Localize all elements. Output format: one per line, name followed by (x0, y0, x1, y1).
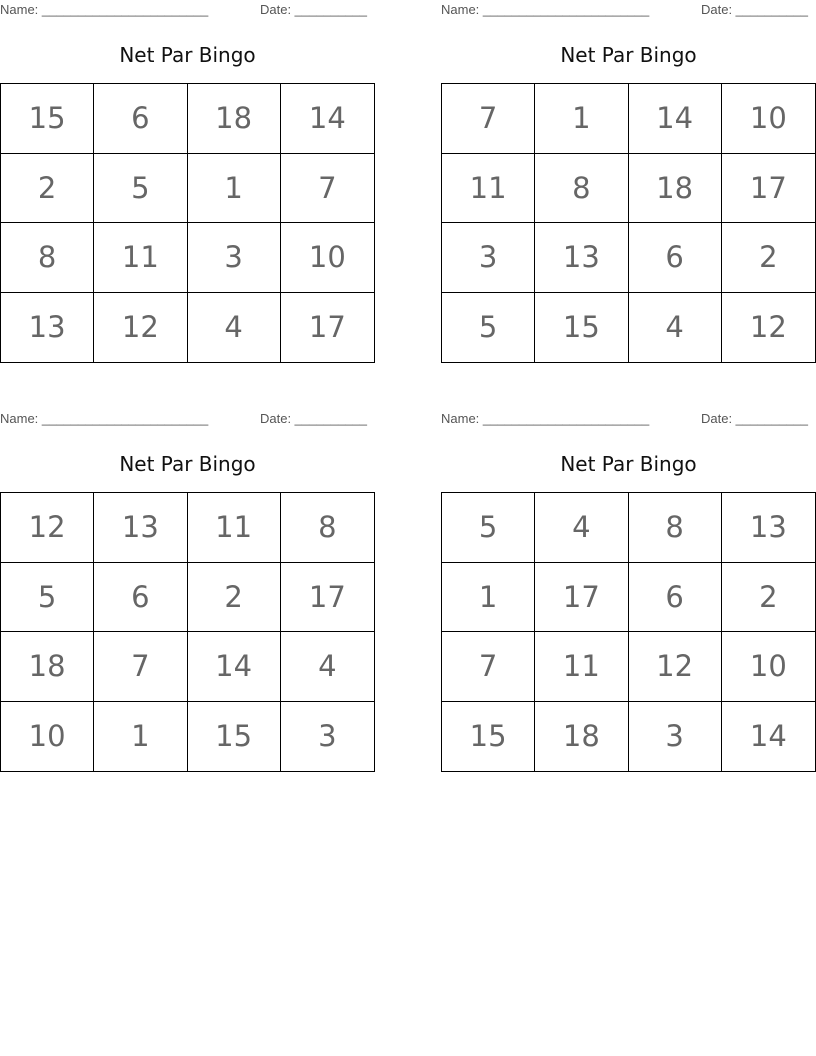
bingo-cell: 5 (442, 293, 535, 363)
bingo-cell: 6 (629, 223, 722, 293)
bingo-cell: 18 (629, 154, 722, 224)
card-title: Net Par Bingo (560, 43, 697, 67)
bingo-cell: 10 (722, 84, 815, 154)
bingo-cell: 3 (442, 223, 535, 293)
bingo-cell: 4 (629, 293, 722, 363)
card-title: Net Par Bingo (119, 452, 256, 476)
bingo-cell: 13 (94, 493, 187, 563)
bingo-cell: 1 (94, 702, 187, 772)
bingo-cell: 17 (308, 310, 346, 345)
card-header (441, 411, 816, 429)
bingo-grid (441, 492, 816, 772)
date-field: Date: __________ (701, 411, 808, 426)
bingo-cell: 7 (442, 84, 535, 154)
bingo-cell: 3 (629, 702, 722, 772)
card-header (0, 2, 375, 20)
bingo-cell: 3 (188, 223, 281, 293)
bingo-cell: 12 (749, 310, 787, 345)
bingo-cell: 7 (442, 632, 535, 702)
bingo-cell: 12 (94, 293, 187, 363)
bingo-cell: 8 (281, 493, 374, 563)
bingo-cell: 13 (1, 293, 94, 363)
card-header (441, 2, 816, 20)
name-field: Name: _______________________ (441, 411, 650, 426)
bingo-cell: 14 (749, 719, 787, 754)
bingo-cell: 4 (188, 293, 281, 363)
bingo-cell: 1 (442, 563, 535, 633)
name-field: Name: _______________________ (0, 411, 209, 426)
bingo-card (0, 409, 375, 774)
bingo-cell: 5 (1, 563, 94, 633)
date-field: Date: __________ (701, 2, 808, 17)
bingo-cell: 2 (1, 154, 94, 224)
bingo-cell: 8 (629, 493, 722, 563)
bingo-card (441, 409, 816, 774)
bingo-cell: 14 (281, 84, 374, 154)
bingo-cell: 6 (94, 84, 187, 154)
bingo-cell: 17 (281, 563, 374, 633)
bingo-cell: 2 (722, 563, 815, 633)
bingo-cell: 4 (535, 493, 628, 563)
bingo-cell: 10 (1, 702, 94, 772)
bingo-cell: 10 (722, 632, 815, 702)
bingo-cell: 11 (94, 223, 187, 293)
bingo-cell: 13 (722, 493, 815, 563)
bingo-card (0, 0, 375, 365)
bingo-cell: 4 (281, 632, 374, 702)
bingo-card (441, 0, 816, 365)
bingo-cell: 15 (188, 702, 281, 772)
bingo-grid (0, 492, 375, 772)
bingo-grid (0, 83, 375, 363)
bingo-cell: 13 (535, 223, 628, 293)
bingo-cell: 8 (1, 223, 94, 293)
card-title: Net Par Bingo (119, 43, 256, 67)
card-title: Net Par Bingo (560, 452, 697, 476)
bingo-cell: 2 (722, 223, 815, 293)
bingo-cell: 8 (535, 154, 628, 224)
bingo-cell: 14 (629, 84, 722, 154)
bingo-cell: 10 (281, 223, 374, 293)
bingo-cell: 7 (94, 632, 187, 702)
bingo-cell: 18 (188, 84, 281, 154)
name-field: Name: _______________________ (0, 2, 209, 17)
bingo-cell: 15 (442, 702, 535, 772)
bingo-cell: 17 (535, 563, 628, 633)
bingo-cell: 15 (535, 293, 628, 363)
bingo-cell: 5 (442, 493, 535, 563)
bingo-cell: 3 (318, 719, 337, 754)
bingo-cell: 12 (629, 632, 722, 702)
date-field: Date: __________ (260, 2, 367, 17)
bingo-cell: 6 (94, 563, 187, 633)
bingo-cell: 1 (535, 84, 628, 154)
bingo-cell: 5 (94, 154, 187, 224)
bingo-cell: 6 (629, 563, 722, 633)
bingo-cell: 17 (722, 154, 815, 224)
name-field: Name: _______________________ (441, 2, 650, 17)
card-header (0, 411, 375, 429)
bingo-grid (441, 83, 816, 363)
bingo-cell: 14 (188, 632, 281, 702)
bingo-cell: 1 (188, 154, 281, 224)
bingo-cell: 11 (188, 493, 281, 563)
bingo-cell: 18 (535, 702, 628, 772)
bingo-cell: 2 (188, 563, 281, 633)
bingo-cell: 7 (281, 154, 374, 224)
bingo-cell: 15 (1, 84, 94, 154)
bingo-cell: 11 (442, 154, 535, 224)
bingo-cell: 18 (1, 632, 94, 702)
bingo-cell: 12 (1, 493, 94, 563)
date-field: Date: __________ (260, 411, 367, 426)
bingo-cell: 11 (535, 632, 628, 702)
